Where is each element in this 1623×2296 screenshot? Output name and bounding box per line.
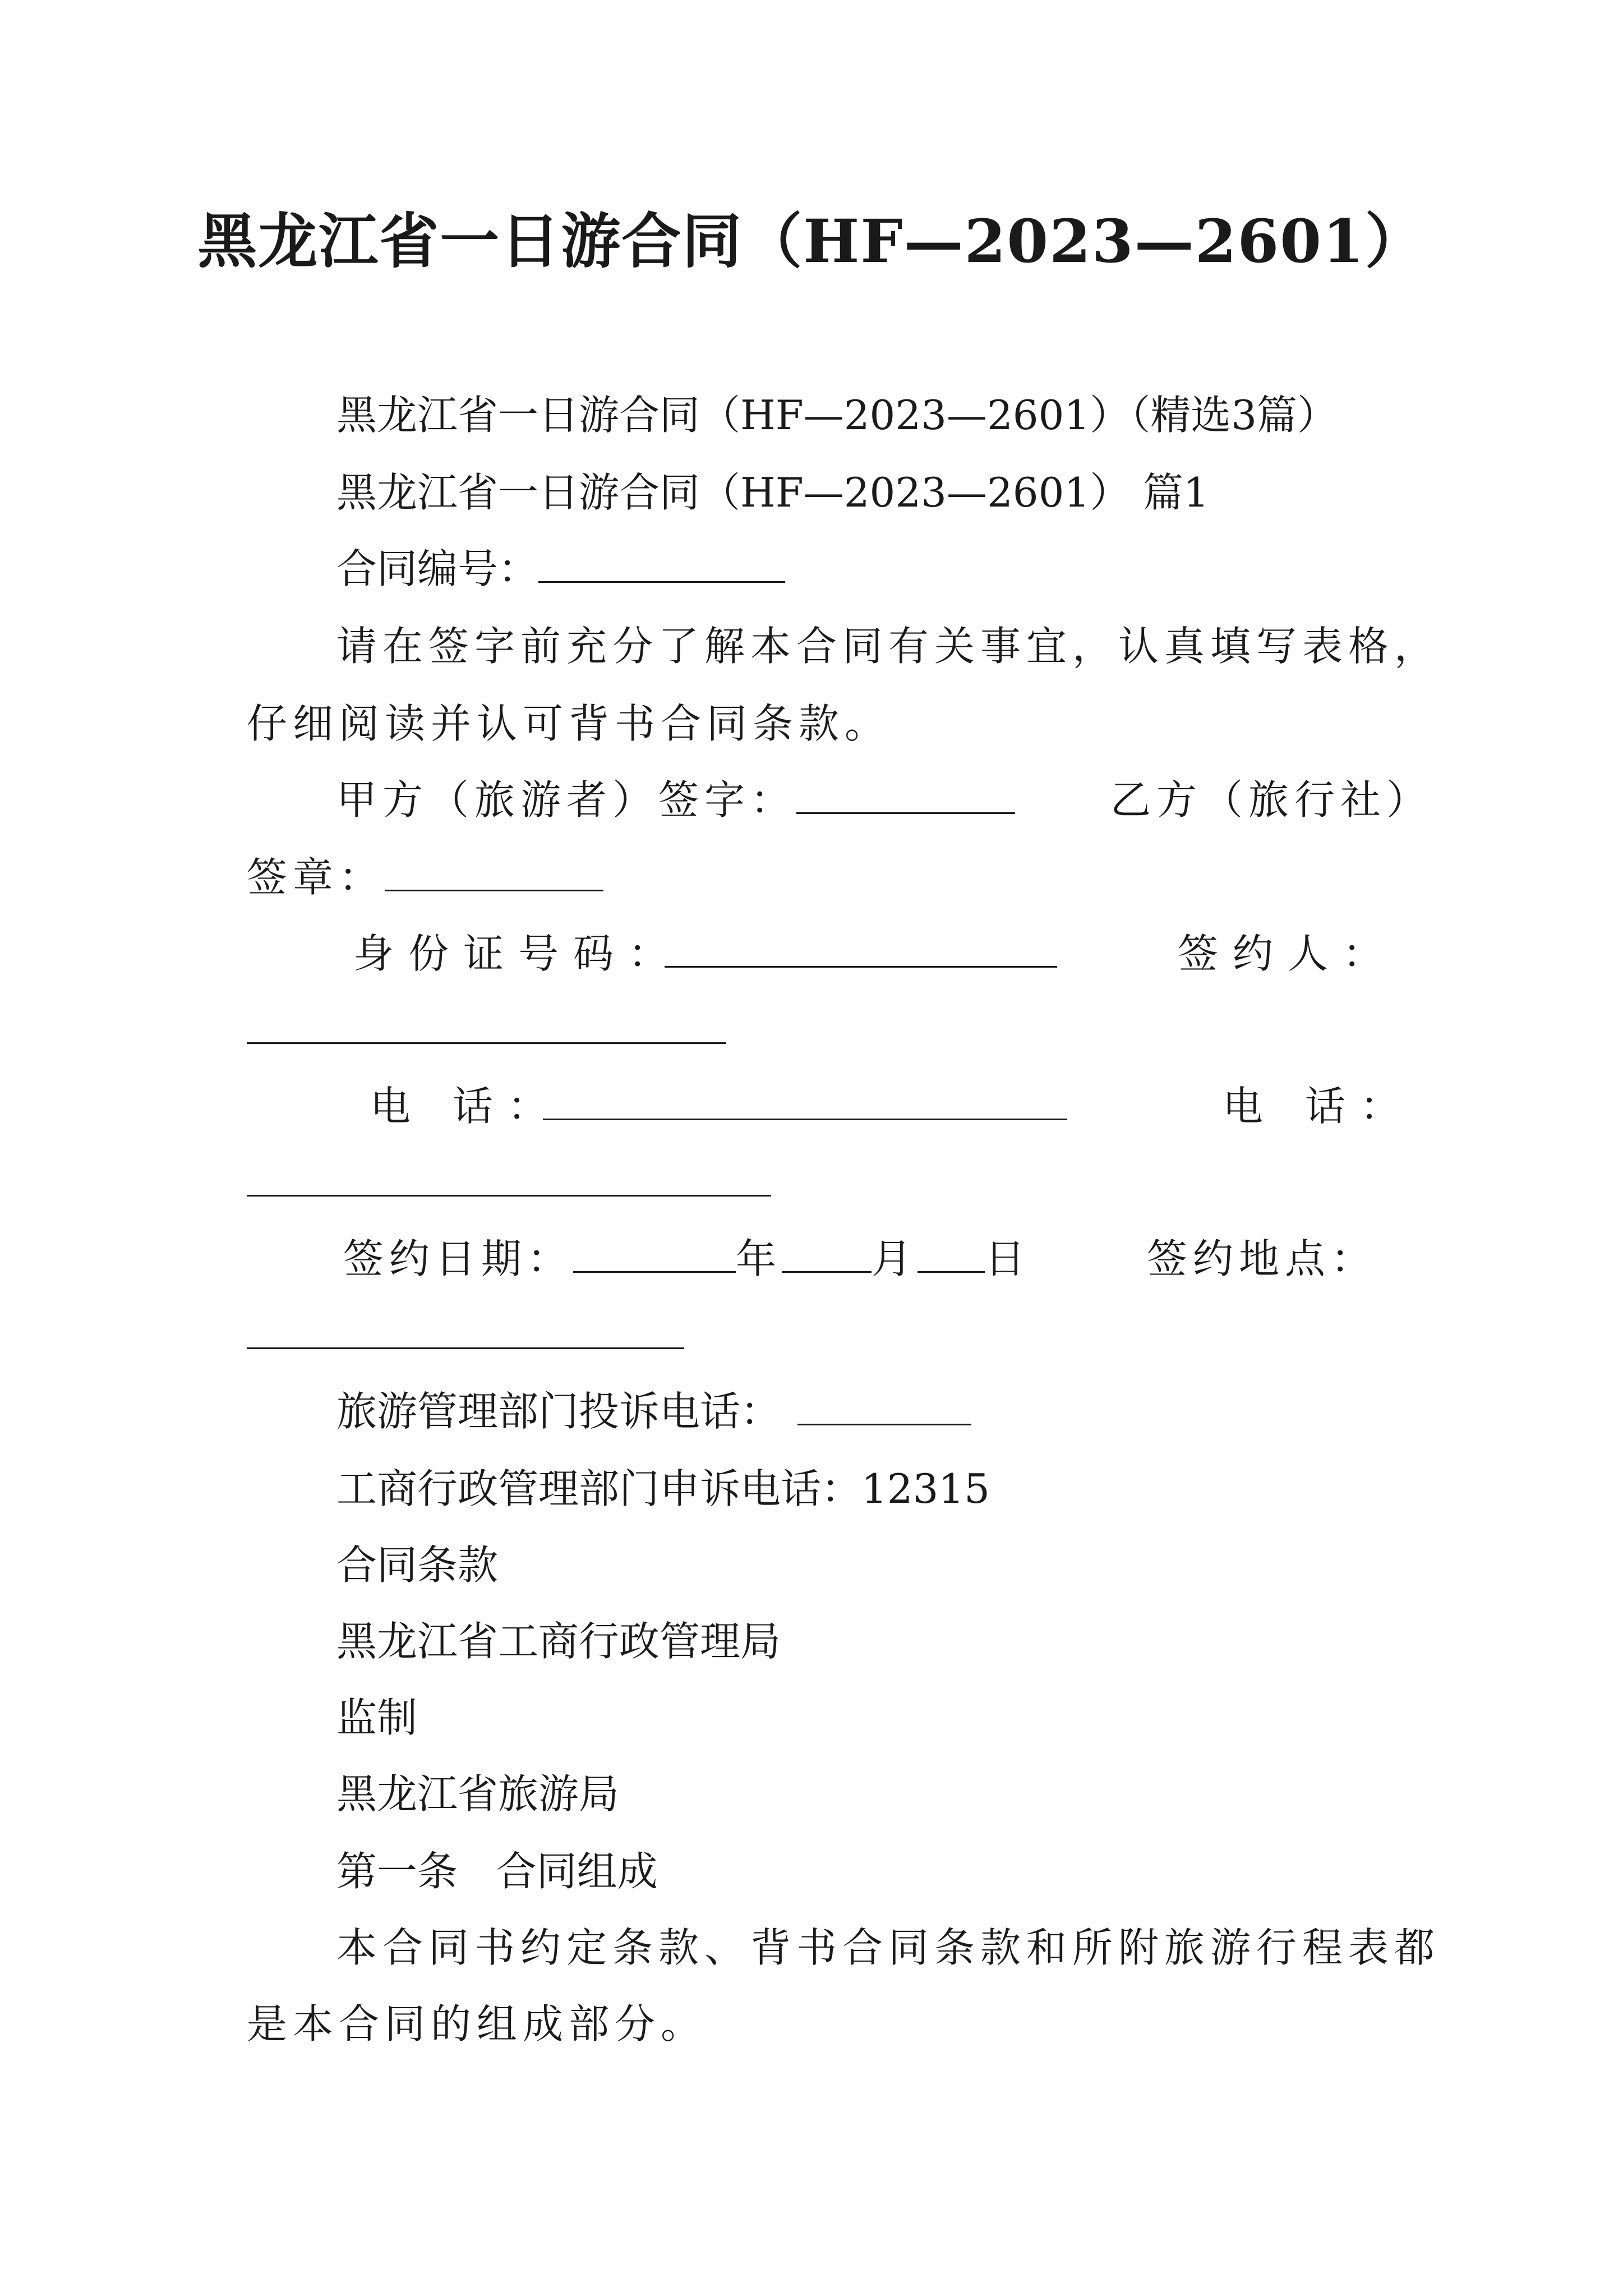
page-title: 黑龙江省一日游合同（HF—2023—2601） [197,206,1426,276]
sign-year-blank[interactable] [573,1237,736,1273]
party-a-sign-row [336,772,1015,828]
sign-date-label: 签约日期： [343,1235,574,1282]
month-label: 月 [872,1235,918,1282]
phone-a-label: 电 话： [370,1083,562,1130]
article-1-heading: 第一条 合同组成 [336,1848,658,1895]
contract-number-row [336,541,785,597]
sign-day-blank[interactable] [917,1237,985,1273]
id-number-blank[interactable] [665,966,1057,968]
year-label: 年 [736,1235,782,1282]
tourism-complaint-label: 旅游管理部门投诉电话： [336,1388,781,1435]
contract-number-blank[interactable] [538,547,785,583]
collection-heading: 黑龙江省一日游合同（HF—2023—2601）（精选3篇） [336,392,1338,439]
notice-line-1: 请在签字前充分了解本合同有关事宜，认真填写表格， [336,623,1441,670]
party-b-seal-label: 签章： [247,854,385,901]
terms-heading: 合同条款 [336,1542,499,1589]
party-a-sign-label: 甲方（旅游者）签字： [336,776,797,823]
part-heading: 黑龙江省一日游合同（HF—2023—2601） 篇1 [336,469,1209,516]
id-number-label: 身份证号码： [353,930,684,977]
tourism-complaint-blank[interactable] [797,1390,971,1425]
sign-month-blank[interactable] [782,1237,872,1273]
sign-date-row [343,1231,1031,1287]
article-1-body-line-2: 是本合同的组成部分。 [247,2000,707,2047]
tourism-bureau: 黑龙江省旅游局 [336,1770,620,1818]
party-b-seal-blank[interactable] [385,856,603,891]
party-b-label: 乙方（旅行社） [1110,776,1433,823]
contract-number-label: 合同编号： [336,545,539,592]
supervised-by: 监制 [336,1694,418,1741]
day-label: 日 [985,1235,1031,1282]
article-1-body-line-1: 本合同书约定条款、背书合同条款和所附旅游行程表都 [336,1924,1441,1971]
sign-place-label: 签约地点： [1147,1235,1377,1282]
sign-place-blank[interactable] [247,1347,684,1349]
party-b-seal-row [247,849,603,905]
tourism-complaint-row [336,1383,971,1439]
aic-bureau: 黑龙江省工商行政管理局 [336,1618,781,1665]
phone-b-label: 电 话： [1223,1083,1415,1130]
id-number-row [353,926,683,982]
aic-complaint-phone: 工商行政管理部门申诉电话：12315 [336,1465,990,1512]
party-a-sign-blank[interactable] [796,779,1015,814]
signer-blank[interactable] [247,1042,726,1044]
phone-a-blank[interactable] [543,1119,1067,1120]
phone-b-blank[interactable] [247,1195,771,1197]
notice-line-2: 仔细阅读并认可背书合同条款。 [247,700,891,747]
signer-label: 签约人： [1178,930,1398,977]
